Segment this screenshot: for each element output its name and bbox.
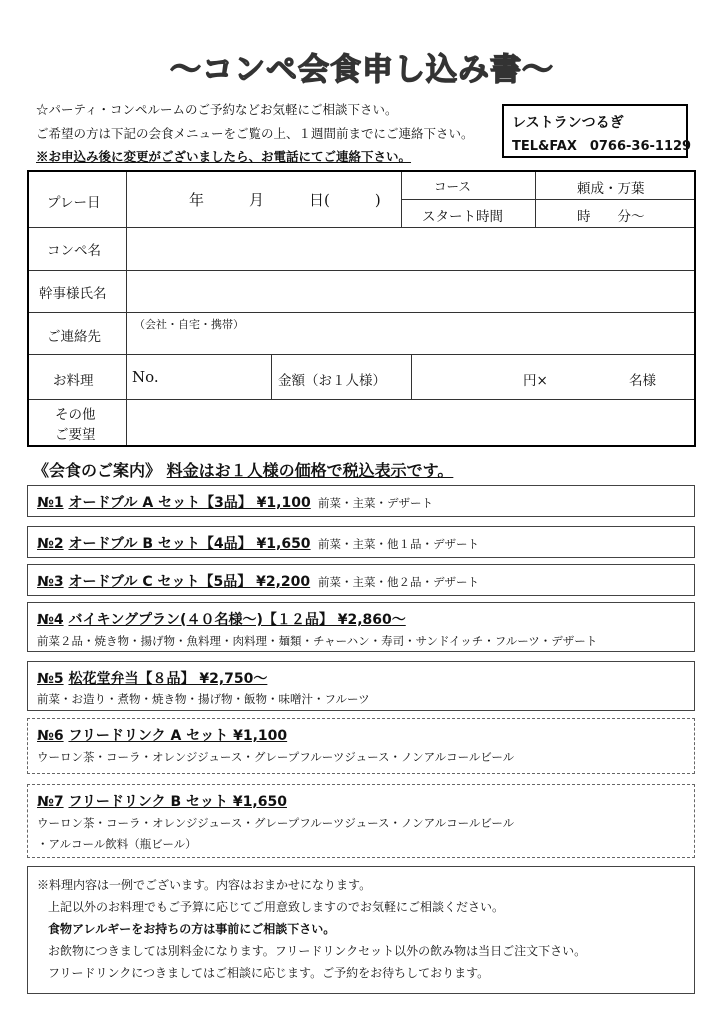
note-line: フリードリンクにつきましてはご相談に応じます。ご予約をお待ちしております。 <box>48 966 490 980</box>
menu-item-desc: 前菜・お造り・煮物・焼き物・揚げ物・飯物・味噌汁・フルーツ <box>37 692 370 706</box>
menu-item-name: フリードリンク A セット ¥1,100 <box>68 728 288 744</box>
application-form <box>27 170 696 447</box>
menu-item-name: 松花堂弁当【８品】 ¥2,750～ <box>68 671 268 687</box>
menu-item <box>27 661 695 711</box>
menu-item-no: №5 <box>37 671 64 687</box>
form-col-divider <box>411 354 412 399</box>
menu-item-desc: 前菜・主菜・他２品・デザート <box>318 575 479 589</box>
contact-label: ご連絡先 <box>47 329 101 345</box>
menu-item-desc: ・アルコール飲料（瓶ビール） <box>37 837 197 851</box>
note-allergy: 食物アレルギーをお持ちの方は事前にご相談下さい。 <box>48 922 336 936</box>
menu-item <box>27 564 695 596</box>
meal-no-field[interactable]: No. <box>132 368 159 386</box>
course-label: コース <box>434 179 471 194</box>
menu-item-desc: ウーロン茶・コーラ・オレンジジュース・グレープフルーツジュース・ノンアルコールビール <box>37 816 515 830</box>
menu-item <box>27 718 695 774</box>
course-value[interactable]: 頼成・万葉 <box>577 181 645 197</box>
form-row-divider <box>401 199 694 200</box>
menu-guide-prefix: 《会食のご案内》 <box>33 461 162 480</box>
start-time-field[interactable]: 時 分～ <box>577 209 645 225</box>
menu-item <box>27 602 695 652</box>
form-row-divider <box>29 270 694 271</box>
menu-item-desc: 前菜・主菜・他１品・デザート <box>318 537 479 551</box>
menu-item-no: №4 <box>37 612 64 628</box>
form-col-divider <box>401 172 402 227</box>
menu-item-desc: ウーロン茶・コーラ・オレンジジュース・グレープフルーツジュース・ノンアルコールビール <box>37 750 515 764</box>
menu-guide-heading <box>33 458 453 481</box>
menu-item-name: オードブル A セット【3品】 ¥1,100 <box>68 495 311 511</box>
play-date-label: プレー日 <box>47 195 101 211</box>
start-time-label: スタート時間 <box>422 209 503 225</box>
menu-item-name: オードブル C セット【5品】 ¥2,200 <box>68 574 311 590</box>
other-label: その他 <box>55 407 96 423</box>
page-title: ～コンペ会食申し込み書～ <box>170 52 554 88</box>
people-unit: 名様 <box>629 373 656 389</box>
menu-item-desc: 前菜２品・焼き物・揚げ物・魚料理・肉料理・麺類・チャーハン・寿司・サンドイッチ・フルーツ・デザート <box>37 634 598 648</box>
compe-name-field[interactable] <box>134 232 689 266</box>
intro-notice: ※お申込み後に変更がございましたら、お電話にてご連絡下さい。 <box>36 149 412 164</box>
menu-item-no: №6 <box>37 728 64 744</box>
menu-guide-text: 料金はお１人様の価格で税込表示です。 <box>166 461 454 480</box>
play-date-field[interactable]: 年 月 日( ) <box>189 191 381 209</box>
form-row-divider <box>29 227 694 228</box>
form-row-divider <box>29 354 694 355</box>
form-col-divider <box>535 172 536 227</box>
form-col-divider <box>126 172 127 445</box>
intro-line: ☆パーティ・コンペルームのご予約などお気軽にご相談下さい。 <box>36 102 398 117</box>
note-line: 上記以外のお料理でもご予算に応じてご用意致しますのでお気軽にご相談ください。 <box>48 900 505 914</box>
restaurant-tel: TEL&FAX 0766-36-1129 <box>512 139 692 154</box>
menu-item-name: バイキングプラン(４０名様～)【１２品】 ¥2,860～ <box>68 612 406 628</box>
form-row-divider <box>29 399 694 400</box>
menu-item <box>27 526 695 558</box>
price-label: 金額（お１人様） <box>278 373 386 389</box>
intro-line: ご希望の方は下記の会食メニューをご覧の上、１週間前までにご連絡下さい。 <box>36 126 474 141</box>
menu-item-no: №2 <box>37 536 64 552</box>
other-requests-field[interactable] <box>134 403 689 441</box>
menu-item-desc: 前菜・主菜・デザート <box>318 496 433 510</box>
meal-label: お料理 <box>53 373 94 389</box>
organizer-label: 幹事様氏名 <box>39 286 107 302</box>
form-col-divider <box>271 354 272 399</box>
menu-item <box>27 485 695 517</box>
menu-item-no: №7 <box>37 794 64 810</box>
compe-name-label: コンペ名 <box>47 243 101 259</box>
notes-box <box>27 866 695 994</box>
menu-item-no: №1 <box>37 495 64 511</box>
form-row-divider <box>29 312 694 313</box>
organizer-field[interactable] <box>134 275 689 308</box>
contact-hint: （会社・自宅・携帯） <box>134 318 244 331</box>
menu-item-name: オードブル B セット【4品】 ¥1,650 <box>68 536 311 552</box>
restaurant-name: レストランつるぎ <box>512 115 624 131</box>
menu-item-no: №3 <box>37 574 64 590</box>
note-line: ※料理内容は一例でございます。内容はおまかせになります。 <box>37 878 372 892</box>
note-line: お飲物につきましては別料金になります。フリードリンクセット以外の飲み物は当日ご注文下さい。 <box>48 944 587 958</box>
menu-item <box>27 784 695 858</box>
price-unit: 円× <box>523 373 548 389</box>
other-label: ご要望 <box>55 427 96 443</box>
menu-item-name: フリードリンク B セット ¥1,650 <box>68 794 287 810</box>
